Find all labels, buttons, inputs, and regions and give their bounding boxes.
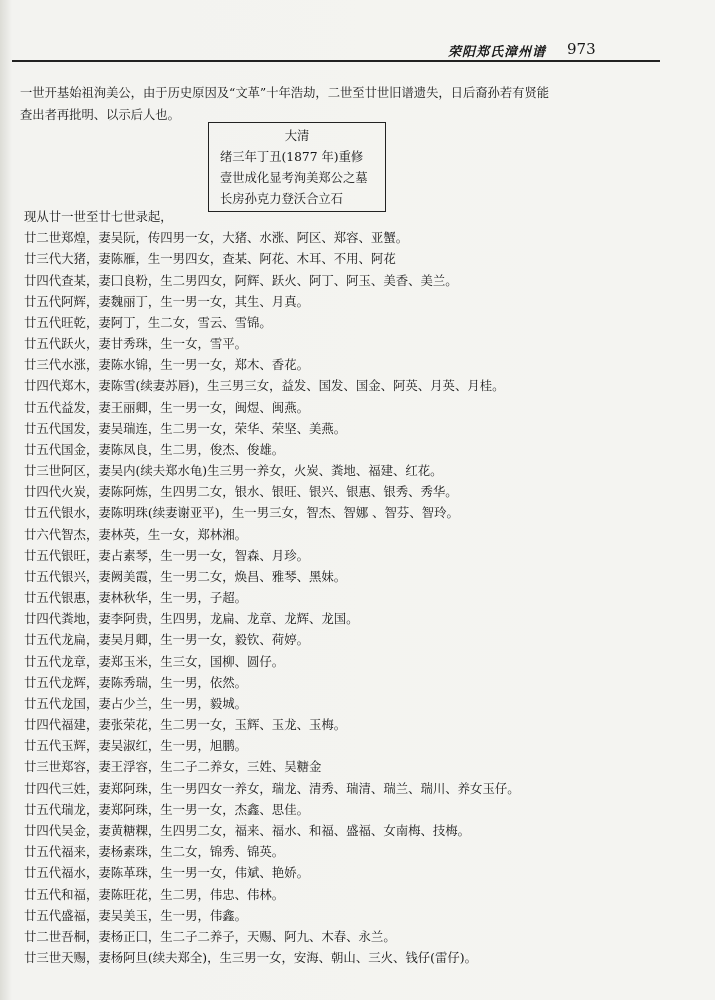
record-line: 廿二世吾桐，妻杨正囗，生二子二养子，天赐、阿九、木春、永兰。 xyxy=(24,928,396,944)
record-line: 廿四代查某，妻囗良粉，生二男四女，阿辉、跃火、阿丁、阿玉、美香、美兰。 xyxy=(24,272,458,288)
record-line: 廿五代银兴，妻阙美霞，生一男二女，焕昌、雅琴、黑妹。 xyxy=(24,568,347,584)
record-line: 廿五代银惠，妻林秋华，生一男，子超。 xyxy=(24,590,248,606)
record-line: 廿三世阿区，妻吴内(续夫郑水龟)生三男一养女，火炭、粪地、福建、红花。 xyxy=(24,463,443,479)
genealogy-records xyxy=(24,206,674,968)
record-line: 廿五代阿辉，妻魏丽丁，生一男一女，其生、月真。 xyxy=(24,293,309,309)
record-line: 廿四代福建，妻张荣花，生二男一女，玉辉、玉龙、玉梅。 xyxy=(24,717,347,733)
intro-line: 查出者再批明、以示后人也。 xyxy=(20,108,180,122)
record-line: 廿四代三姓，妻郑阿珠，生一男四女一养女，瑞龙、清秀、瑞清、瑞兰、瑞川、养女玉仔。 xyxy=(24,780,520,796)
record-line: 廿五代瑞龙，妻郑阿珠，生一男一女，杰鑫、思佳。 xyxy=(24,801,309,817)
record-line: 廿四代火炭，妻陈阿炼，生四男二女，银水、银旺、银兴、银惠、银秀、秀华。 xyxy=(24,484,458,500)
stone-line-tomb: 壹世成化显考洵美郑公之墓 xyxy=(220,171,368,185)
record-line: 廿三代大猪，妻陈雁，生一男四女，查某、阿花、木耳、不用、阿花 xyxy=(24,251,396,267)
record-line: 廿四代吴金，妻黄糖粿，生四男二女，福来、福水、和福、盛福、女南梅、技梅。 xyxy=(24,822,471,838)
record-line: 廿五代福水，妻陈革珠，生一男一女，伟斌、艳娇。 xyxy=(24,865,309,881)
page-header xyxy=(0,0,715,62)
records-intro: 现从廿一世至廿七世录起， xyxy=(24,209,173,224)
record-line: 廿五代龙章，妻郑玉米，生三女，国柳、圆仔。 xyxy=(24,653,285,669)
record-line: 廿五代和福，妻陈旺花，生二男，伟忠、伟林。 xyxy=(24,886,285,902)
stone-line-erected-by: 长房孙克力登沃合立石 xyxy=(220,192,343,206)
record-line: 廿五代国发，妻吴瑞连，生二男一女，荣华、荣坚、美燕。 xyxy=(24,420,347,436)
record-line: 廿五代福来，妻杨素珠，生二女，锦秀、锦英。 xyxy=(24,844,285,860)
record-line: 廿六代智杰，妻林英，生一女，郑林湘。 xyxy=(24,526,248,542)
page-number: 973 xyxy=(567,40,596,58)
record-line: 廿五代玉辉，妻吴淑红，生一男，旭鹏。 xyxy=(24,738,248,754)
record-line: 廿五代盛福，妻吴美玉，生一男，伟鑫。 xyxy=(24,907,248,923)
record-line: 廿五代益发，妻王丽卿，生一男一女，闽煜、闽燕。 xyxy=(24,399,309,415)
record-line: 廿二世郑煌，妻吴阮，传四男一女，大猪、水涨、阿区、郑容、亚蟹。 xyxy=(24,230,409,246)
stone-line-dynasty: 大清 xyxy=(284,129,310,143)
record-line: 廿五代银旺，妻占素琴，生一男一女，智森、月珍。 xyxy=(24,547,309,563)
record-line: 廿五代银水，妻陈明珠(续妻谢亚平)，生一男三女，智杰、智娜 、智芬、智玲。 xyxy=(24,505,459,521)
stone-line-year: 绪三年丁丑(1877 年)重修 xyxy=(220,150,364,164)
header-rule xyxy=(12,60,660,62)
record-line: 廿五代旺乾，妻阿丁，生二女，雪云、雪锦。 xyxy=(24,314,272,330)
book-title: 荣阳郑氏漳州谱 xyxy=(448,45,547,60)
record-line: 廿三代水涨，妻陈水锦，生一男一女，郑木、香花。 xyxy=(24,357,309,373)
intro-line: 一世开基始祖洵美公，由于历史原因及“文革”十年浩劫，二世至廿世旧谱遗失，日后裔孙若有贤能 xyxy=(20,86,550,100)
record-line: 廿三世天赐，妻杨阿旦(续夫郑全)，生三男一女，安海、朝山、三火、钱仔(雷仔)。 xyxy=(24,950,478,966)
tombstone-inscription-box xyxy=(208,122,386,212)
record-line: 廿五代跃火，妻甘秀珠，生一女，雪平。 xyxy=(24,336,248,352)
record-line: 廿五代龙国，妻占少兰，生一男，毅城。 xyxy=(24,695,248,711)
intro-paragraph xyxy=(20,82,620,126)
record-line: 廿五代国金，妻陈凤良，生二男，俊杰、俊雄。 xyxy=(24,441,285,457)
record-line: 廿五代龙辉，妻陈秀瑞，生一男，依然。 xyxy=(24,674,248,690)
record-line: 廿三世郑容，妻王浮容，生二子二养女，三姓、吴糖金 xyxy=(24,759,322,775)
record-line: 廿四代郑木，妻陈雪(续妻苏唇)，生三男三女，益发、国发、国金、阿英、月英、月桂。 xyxy=(24,378,505,394)
record-line: 廿四代粪地，妻李阿贵，生四男，龙扁、龙章、龙辉、龙国。 xyxy=(24,611,359,627)
record-line: 廿五代龙扁，妻吴月卿，生一男一女，毅钦、荷婷。 xyxy=(24,632,309,648)
